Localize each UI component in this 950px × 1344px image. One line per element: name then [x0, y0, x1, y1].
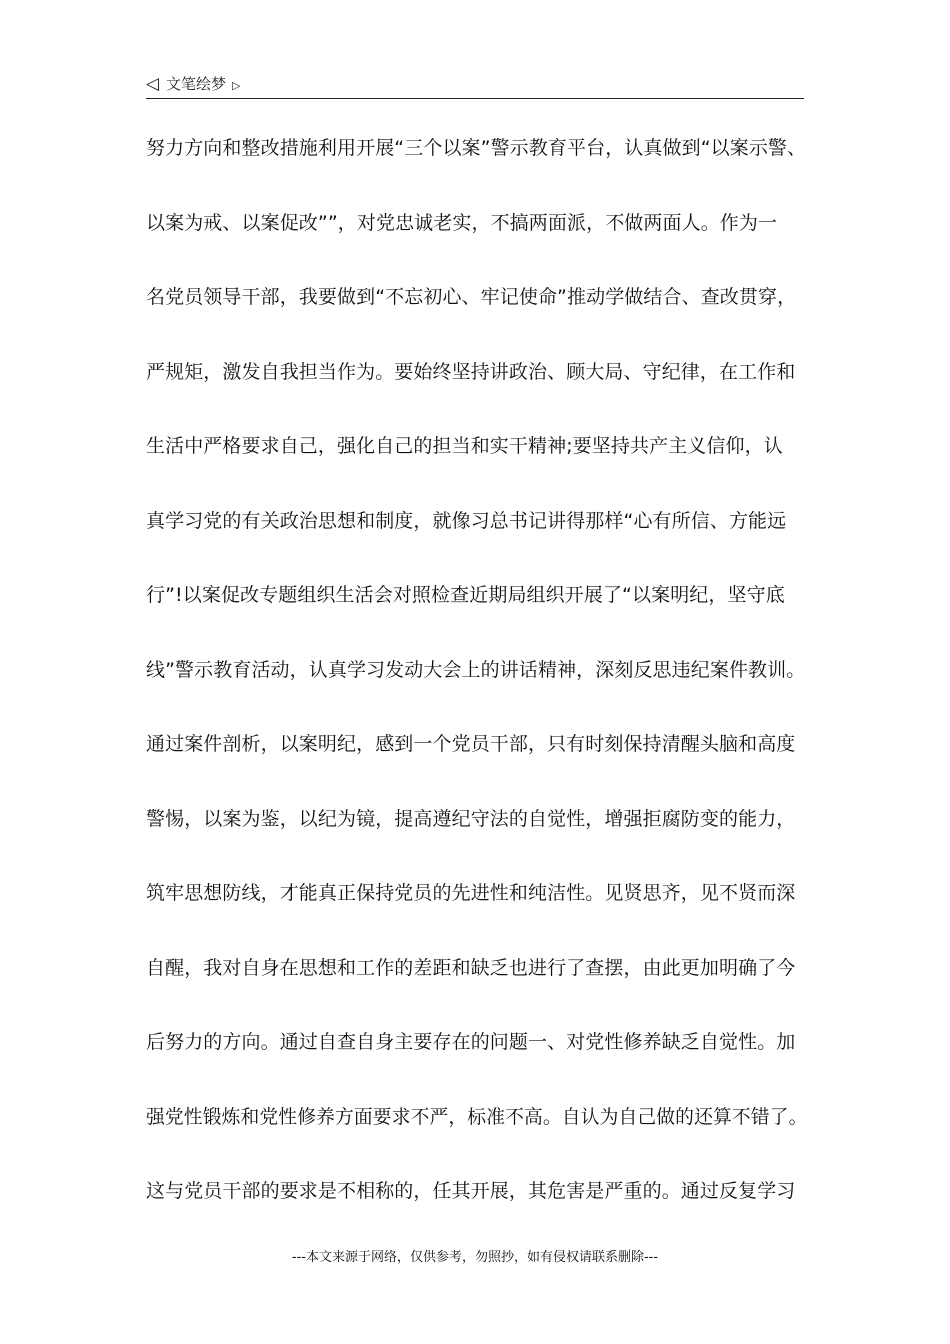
- triangle-right-icon: ▷: [232, 79, 241, 92]
- text-line: 真学习党的有关政治思想和制度，就像习总书记讲得那样“心有所信、方能远: [146, 509, 787, 532]
- text-line: 严规矩，激发自我担当作为。要始终坚持讲政治、顾大局、守纪律，在工作和: [146, 360, 796, 383]
- text-line: 强党性锻炼和党性修养方面要求不严，标准不高。自认为自己做的还算不错了。: [146, 1105, 808, 1128]
- text-line: 努力方向和整改措施利用开展“三个以案”警示教育平台，认真做到“以案示警、: [146, 137, 807, 159]
- footer-disclaimer: ---本文来源于网络，仅供参考，勿照抄，如有侵权请联系删除---: [291, 1250, 659, 1265]
- text-line: 警惕，以案为鉴，以纪为镜，提高遵纪守法的自觉性，增强拒腐防变的能力，: [146, 807, 796, 830]
- text-line: 以案为戒、以案促改””，对党忠诚老实，不搞两面派，不做两面人。作为一: [146, 211, 778, 234]
- page-header: [146, 72, 804, 99]
- text-line: 线”警示教育活动，认真学习发动大会上的讲话精神，深刻反思违纪案件教训。: [146, 658, 806, 681]
- text-line: 后努力的方向。通过自查自身主要存在的问题一、对党性修养缺乏自觉性。加: [146, 1031, 796, 1053]
- text-line: 这与党员干部的要求是不相称的，任其开展，其危害是严重的。通过反复学习: [146, 1180, 796, 1202]
- text-line: 名党员领导干部，我要做到“不忘初心、牢记使命”推动学做结合、查改贯穿，: [146, 286, 797, 308]
- text-line: 筑牢思想防线，才能真正保持党员的先进性和纯洁性。见贤思齐，见不贤而深: [146, 882, 796, 904]
- header-title: 文笔绘梦: [166, 75, 227, 93]
- text-line: 生活中严格要求自己，强化自己的担当和实干精神;要坚持共产主义信仰，认: [146, 435, 783, 457]
- triangle-left-icon: ◁: [146, 74, 160, 94]
- text-line: 自醒，我对自身在思想和工作的差距和缺乏也进行了查摆，由此更加明确了今: [146, 956, 796, 979]
- text-line: 通过案件剖析，以案明纪，感到一个党员干部，只有时刻保持清醒头脑和高度: [146, 733, 796, 755]
- text-line: 行”!以案促改专题组织生活会对照检查近期局组织开展了“以案明纪，坚守底: [146, 584, 785, 606]
